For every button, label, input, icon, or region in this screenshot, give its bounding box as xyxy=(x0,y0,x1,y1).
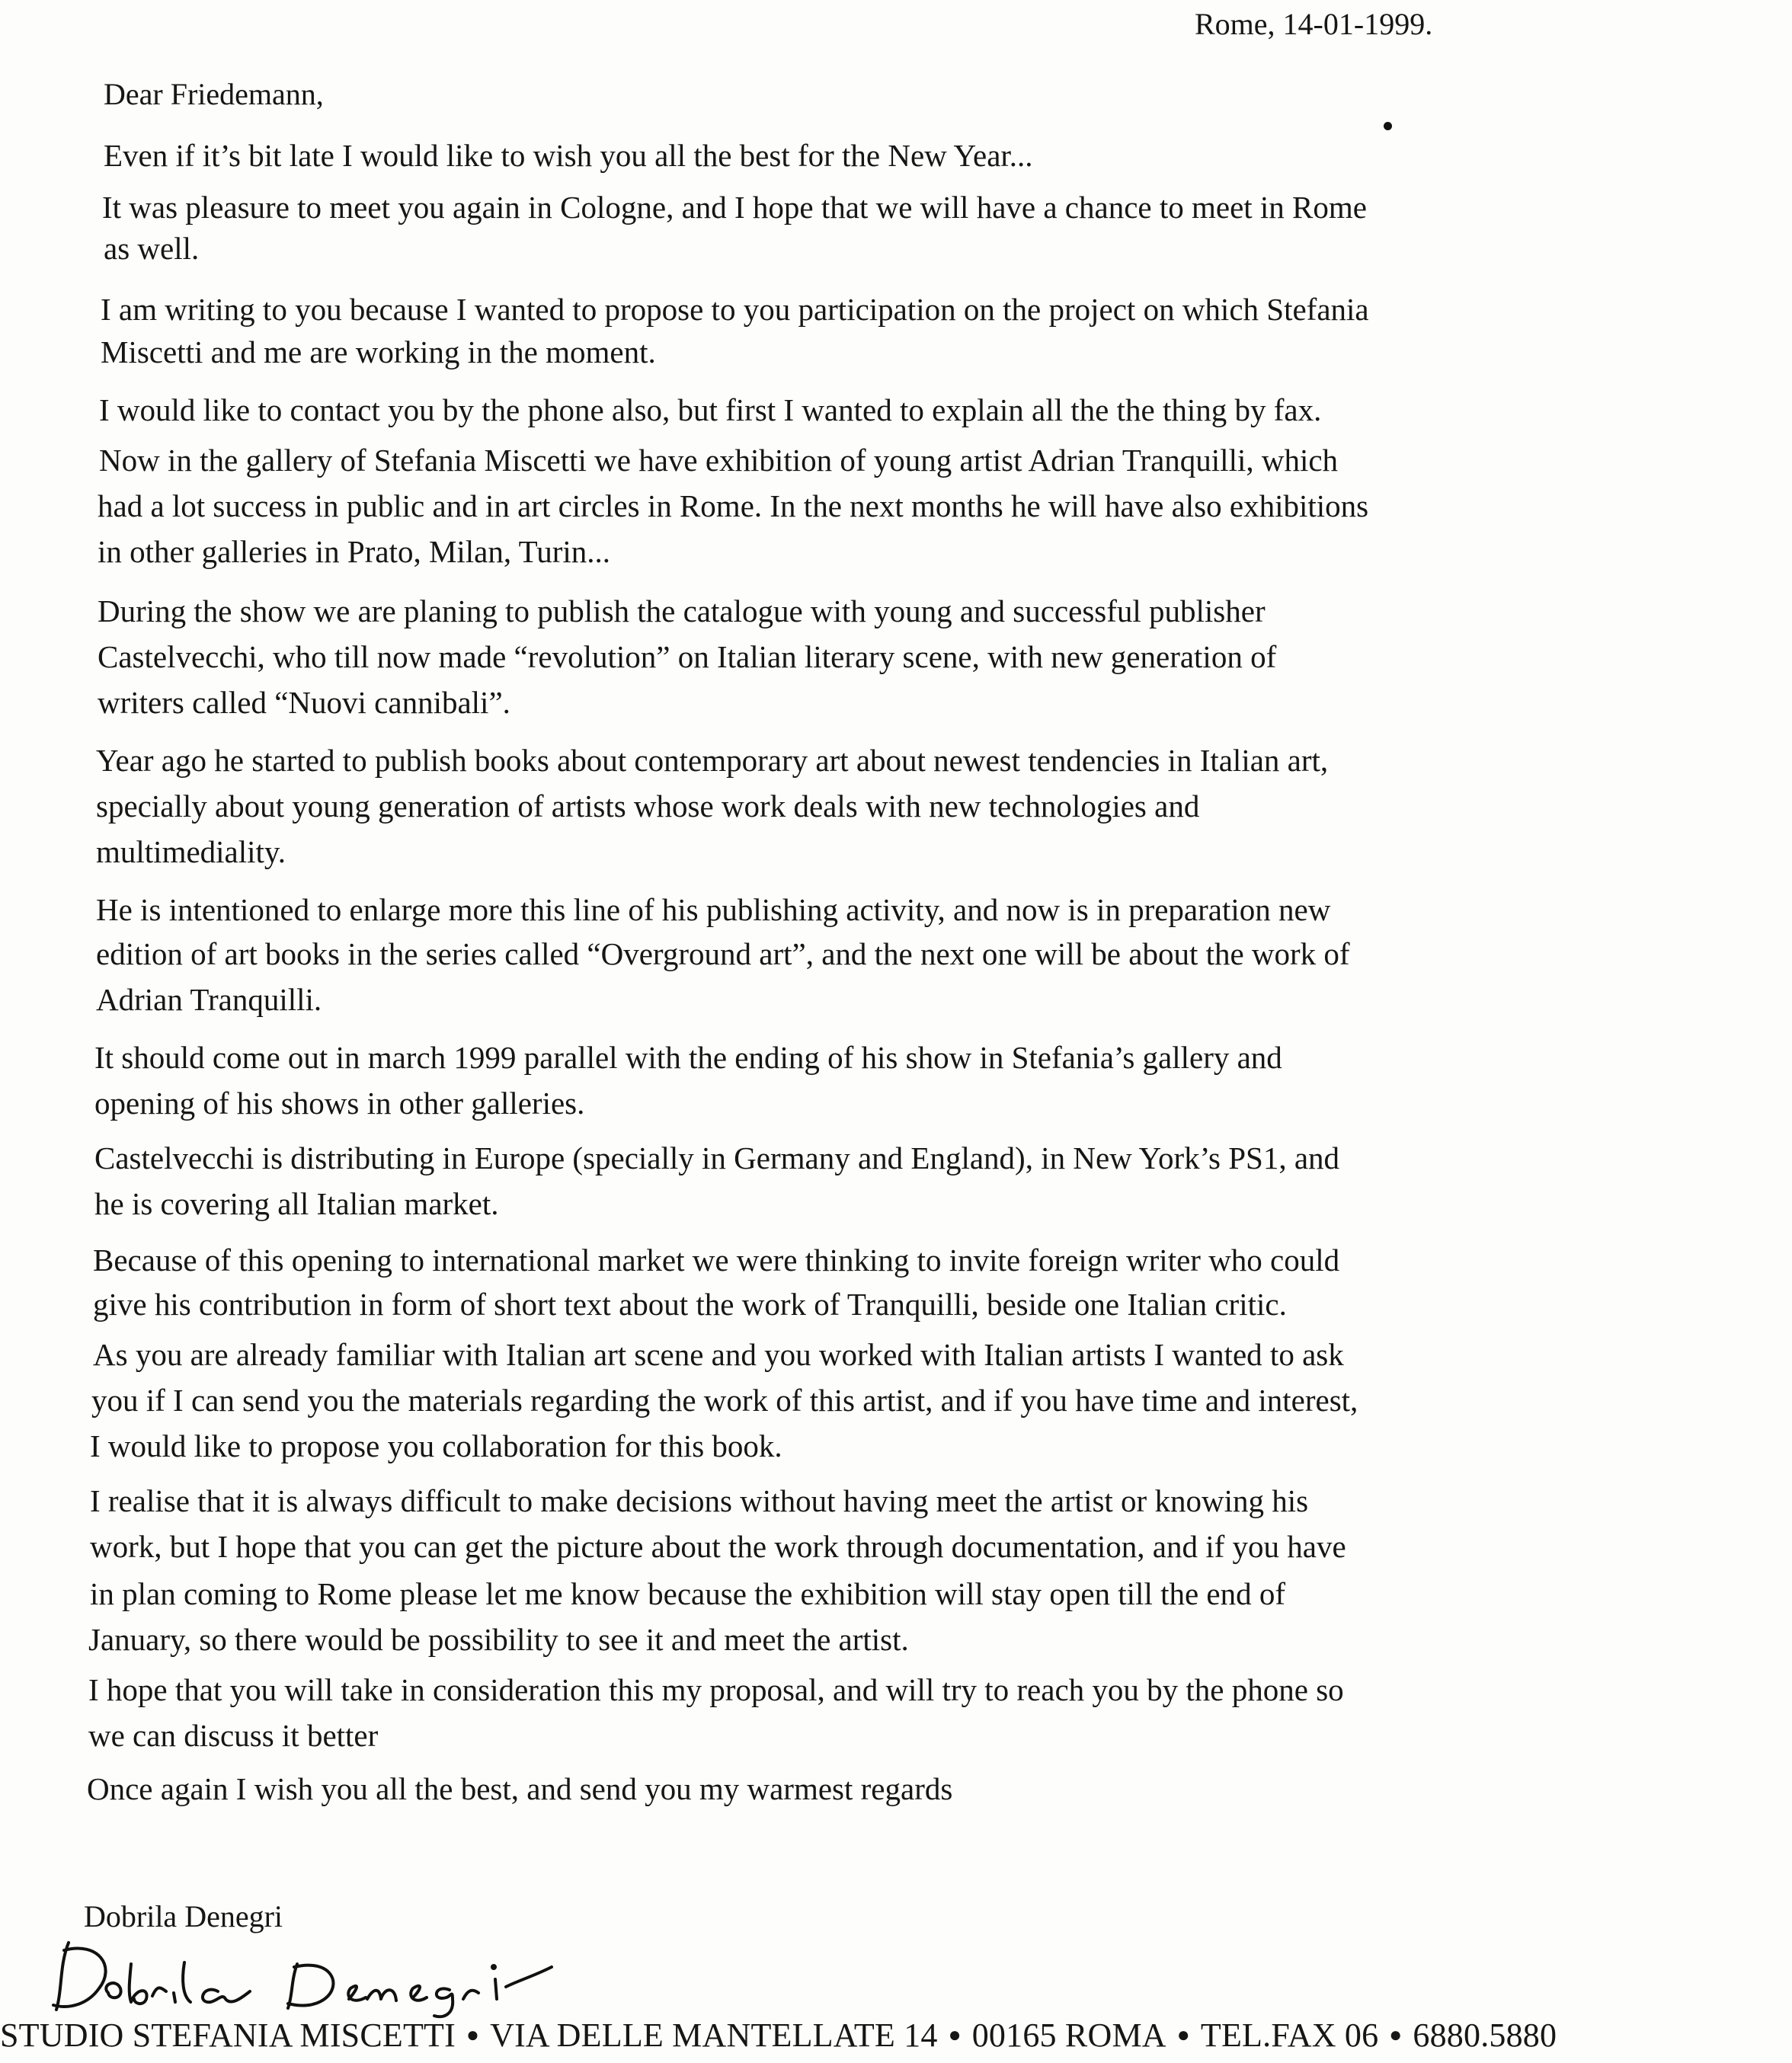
body-line: It was pleasure to meet you again in Cologne, and I hope that we will have a chance to meet in Rome xyxy=(102,190,1367,225)
body-line: he is covering all Italian market. xyxy=(94,1186,499,1221)
body-line: we can discuss it better xyxy=(88,1718,379,1753)
body-line: Adrian Tranquilli. xyxy=(96,982,322,1017)
body-line: edition of art books in the series called “Overground art”, and the next one will be about the work of xyxy=(96,936,1350,971)
body-line: He is intentioned to enlarge more this line of his publishing activity, and now is in preparation new xyxy=(96,892,1331,927)
body-line: in plan coming to Rome please let me know because the exhibition will stay open till the end of xyxy=(90,1576,1286,1611)
handwritten-signature xyxy=(46,1920,564,2019)
letter-date: Rome, 14-01-1999. xyxy=(1195,7,1433,41)
body-line: give his contribution in form of short text about the work of Tranquilli, beside one Italian critic. xyxy=(93,1287,1287,1322)
salutation: Dear Friedemann, xyxy=(104,77,324,111)
body-line: January, so there would be possibility to see it and meet the artist. xyxy=(88,1622,909,1657)
body-line: as well. xyxy=(104,231,200,266)
bullet-separator: ● xyxy=(1389,2023,1403,2047)
body-line: During the show we are planing to publish the catalogue with young and successful publisher xyxy=(98,593,1266,628)
body-line: Castelvecchi is distributing in Europe (specially in Germany and England), in New York’s PS1, and xyxy=(94,1140,1340,1175)
body-line: Miscetti and me are working in the moment. xyxy=(101,334,656,369)
footer-telfax-label: TEL.FAX 06 xyxy=(1200,2017,1379,2054)
body-line: Castelvecchi, who till now made “revolution” on Italian literary scene, with new generation of xyxy=(98,639,1277,674)
body-line: writers called “Nuovi cannibali”. xyxy=(98,685,510,720)
body-line: you if I can send you the materials regarding the work of this artist, and if you have time and interest, xyxy=(91,1383,1358,1418)
body-line: Now in the gallery of Stefania Miscetti we have exhibition of young artist Adrian Tranquilli, which xyxy=(99,443,1339,478)
bullet-separator: ● xyxy=(466,2023,480,2047)
ink-dot xyxy=(1384,122,1392,130)
body-line: I would like to contact you by the phone also, but first I wanted to explain all the the thing by fax. xyxy=(99,392,1322,427)
footer-telfax-number: 6880.5880 xyxy=(1413,2017,1557,2054)
body-line: I realise that it is always difficult to make decisions without having meet the artist or knowing his xyxy=(90,1483,1309,1518)
body-line: I am writing to you because I wanted to propose to you participation on the project on which Stefania xyxy=(101,292,1369,327)
body-line: As you are already familiar with Italian art scene and you worked with Italian artists I wanted to ask xyxy=(93,1337,1344,1372)
body-line: specially about young generation of artists whose work deals with new technologies and xyxy=(96,788,1200,824)
signer-name: Dobrila Denegri xyxy=(84,1899,283,1933)
body-line: It should come out in march 1999 parallel with the ending of his show in Stefania’s gallery and xyxy=(94,1040,1282,1075)
body-line: Year ago he started to publish books about contemporary art about newest tendencies in Italian art, xyxy=(96,743,1329,778)
footer-address: VIA DELLE MANTELLATE 14 xyxy=(490,2017,938,2054)
body-line: Because of this opening to international market we were thinking to invite foreign writer who could xyxy=(93,1243,1340,1278)
bullet-separator: ● xyxy=(948,2023,962,2047)
body-line: multimediality. xyxy=(96,834,286,869)
footer-city: 00165 ROMA xyxy=(971,2017,1166,2054)
body-line: Even if it’s bit late I would like to wish you all the best for the New Year... xyxy=(104,138,1033,173)
bullet-separator: ● xyxy=(1176,2023,1190,2047)
body-line: opening of his shows in other galleries. xyxy=(94,1086,585,1121)
body-line: I would like to propose you collaboration for this book. xyxy=(90,1428,782,1463)
body-line: I hope that you will take in consideration this my proposal, and will try to reach you by the phone so xyxy=(88,1672,1344,1707)
letterhead-footer xyxy=(0,2014,1557,2057)
body-line: Once again I wish you all the best, and send you my warmest regards xyxy=(87,1771,953,1806)
body-line: had a lot success in public and in art circles in Rome. In the next months he will have also exhibitions xyxy=(98,488,1369,523)
body-line: in other galleries in Prato, Milan, Turin... xyxy=(98,534,611,569)
footer-studio: STUDIO STEFANIA MISCETTI xyxy=(0,2017,456,2054)
body-line: work, but I hope that you can get the picture about the work through documentation, and if you have xyxy=(90,1529,1346,1564)
